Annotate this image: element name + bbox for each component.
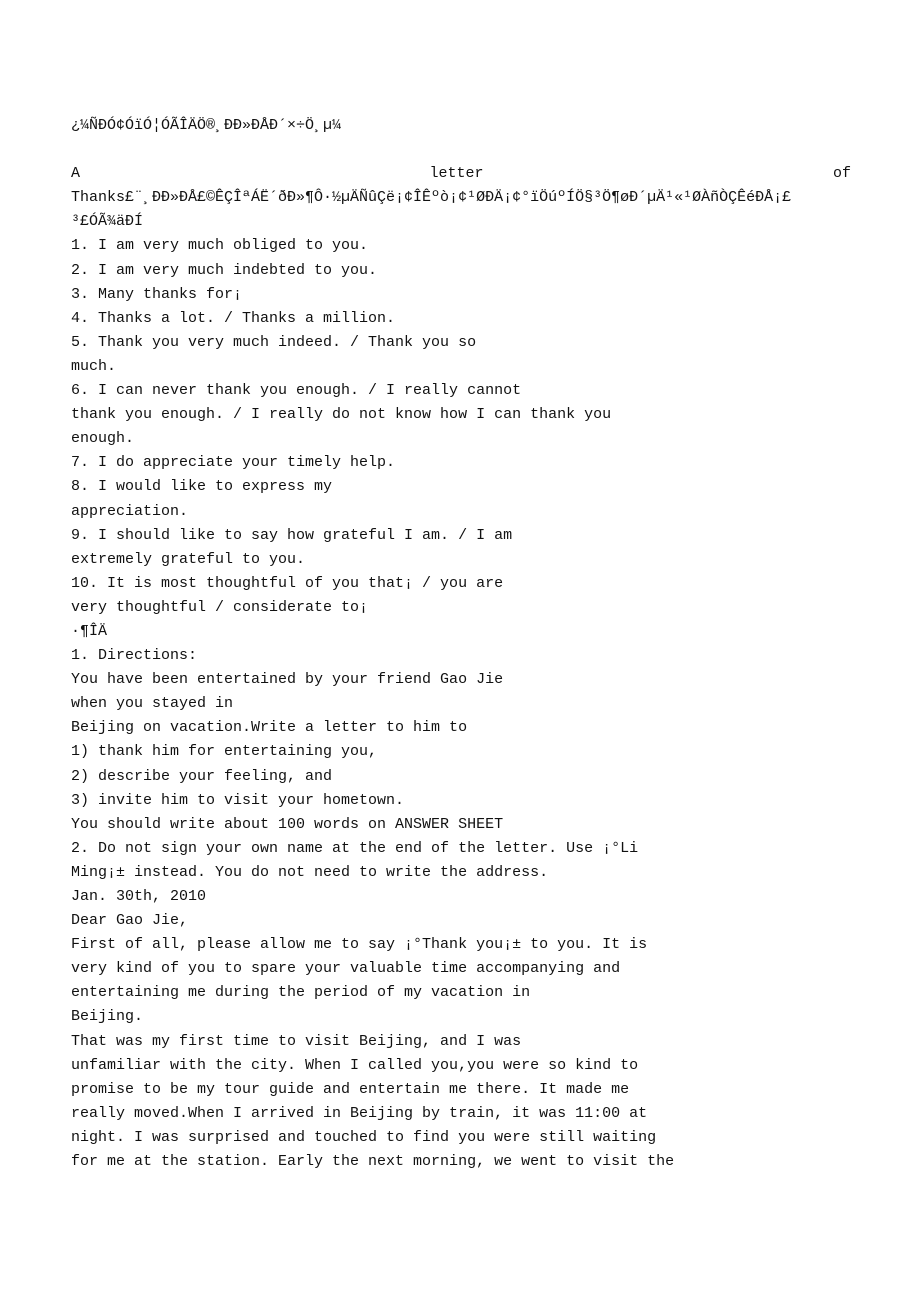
document-line: entertaining me during the period of my vacation in	[71, 984, 531, 1002]
document-line: very thoughtful / considerate to¡	[71, 598, 369, 616]
document-line: 4. Thanks a lot. / Thanks a million.	[71, 309, 396, 327]
letter-title-row	[71, 162, 851, 186]
document-line: That was my first time to visit Beijing, and I was	[71, 1032, 522, 1050]
document-header: ¿¼ÑÐÓ¢ÓïÓ¦ÓÃÎÄÖ®¸ÐÐ»ÐÅÐ´×÷Ö¸µ¼	[71, 117, 342, 134]
document-line: Ming¡± instead. You do not need to write the address.	[71, 863, 549, 881]
document-line: 6. I can never thank you enough. / I really cannot	[71, 382, 522, 400]
document-body	[71, 186, 851, 1174]
document-page	[71, 114, 851, 1174]
document-line: 1) thank him for entertaining you,	[71, 743, 378, 761]
title-word-letter: letter	[429, 165, 484, 183]
document-line: 7. I do appreciate your timely help.	[71, 454, 396, 472]
document-line: for me at the station. Early the next morning, we went to visit the	[71, 1153, 675, 1171]
title-word-a: A	[71, 165, 81, 183]
document-line: really moved.When I arrived in Beijing by train, it was 11:00 at	[71, 1104, 648, 1122]
document-line: 9. I should like to say how grateful I am. / I am	[71, 526, 513, 544]
document-line: extremely grateful to you.	[71, 550, 306, 568]
document-line: thank you enough. / I really do not know how I can thank you	[71, 406, 612, 424]
document-line: night. I was surprised and touched to find you were still waiting	[71, 1128, 657, 1146]
document-line: Thanks£¨¸ÐÐ»ÐÅ£©ÊÇÎªÁË´ðÐ»¶Ô·½µÄÑûÇë¡¢ÎÊºò¡¢¹ØÐÄ¡¢°ïÖúºÍÖ§³Ö¶øÐ´µÄ¹«¹ØÀñÒÇÊéÐÅ¡£	[71, 189, 792, 207]
document-line: 2. Do not sign your own name at the end of the letter. Use ¡°Li	[71, 839, 639, 857]
document-line: 2. I am very much indebted to you.	[71, 261, 378, 279]
document-line: when you stayed in	[71, 695, 234, 713]
document-line: 1. Directions:	[71, 647, 198, 665]
document-line: promise to be my tour guide and entertain me there. It made me	[71, 1080, 630, 1098]
document-line: 2) describe your feeling, and	[71, 767, 333, 785]
document-line: 5. Thank you very much indeed. / Thank you so	[71, 333, 477, 351]
document-line: enough.	[71, 430, 135, 448]
title-word-of: of	[832, 165, 851, 183]
document-line: very kind of you to spare your valuable time accompanying and	[71, 960, 621, 978]
document-line: Beijing on vacation.Write a letter to him to	[71, 719, 468, 737]
document-line: 8. I would like to express my	[71, 478, 333, 496]
document-line: Jan. 30th, 2010	[71, 888, 207, 905]
document-line: unfamiliar with the city. When I called you,you were so kind to	[71, 1056, 639, 1074]
document-line: 1. I am very much obliged to you.	[71, 237, 369, 255]
document-line: First of all, please allow me to say ¡°Thank you¡± to you. It is	[71, 936, 648, 954]
document-line: 10. It is most thoughtful of you that¡ / you are	[71, 574, 504, 592]
document-line: much.	[71, 357, 117, 375]
document-line: ·¶ÎÄ	[71, 622, 108, 640]
document-line: You should write about 100 words on ANSWER SHEET	[71, 815, 504, 833]
document-line: 3. Many thanks for¡	[71, 285, 243, 303]
document-line: Dear Gao Jie,	[71, 912, 189, 930]
document-line: You have been entertained by your friend Gao Jie	[71, 671, 504, 689]
document-line: ³£ÓÃ¾äÐÍ	[71, 213, 144, 231]
document-line: Beijing.	[71, 1008, 144, 1026]
document-line: 3) invite him to visit your hometown.	[71, 791, 405, 809]
document-line: appreciation.	[71, 502, 189, 520]
